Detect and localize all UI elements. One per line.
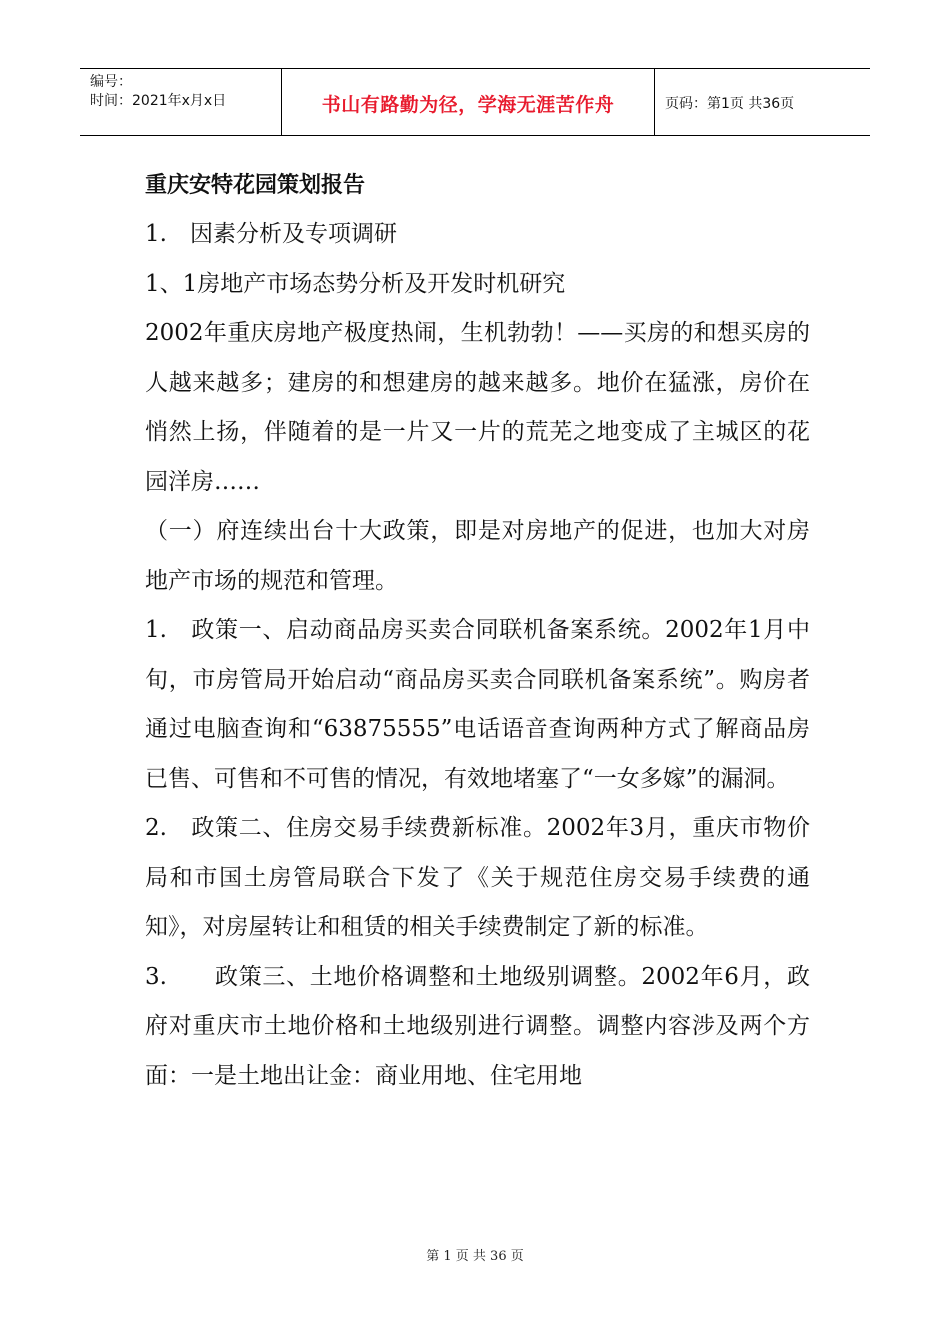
document-title: 重庆安特花园策划报告 (145, 172, 366, 198)
section-heading: 1. 因素分析及专项调研 (145, 221, 397, 247)
body-paragraph: 2002年重庆房地产极度热闹，生机勃勃！——买房的和想买房的人越来越多；建房的和想建房的越来越多。地价在猛涨，房价在悄然上扬，伴随着的是一片又一片的荒芜之地变成了主城区的花园洋房…… (145, 320, 810, 495)
header-meta (80, 69, 282, 135)
document-body (145, 160, 810, 1101)
policy-item: 3. 政策三、土地价格调整和土地级别调整。2002年6月，政府对重庆市土地价格和土地级别进行调整。调整内容涉及两个方面：一是土地出让金：商业用地、住宅用地 (145, 963, 810, 1089)
document-number-label: 编号： (90, 74, 132, 90)
document-time-label: 时间：2021年x月x日 (90, 93, 227, 109)
page-footer: 第 1 页 共 36 页 (426, 1249, 524, 1264)
policy-item: 2. 政策二、住房交易手续费新标准。2002年3月，重庆市物价局和市国土房管局联合下发了《关于规范住房交易手续费的通知》，对房屋转让和租赁的相关手续费制定了新的标准。 (145, 815, 810, 940)
header-page-info: 页码：第1页 共36页 (665, 96, 795, 112)
header-motto: 书山有路勤为径，学海无涯苦作舟 (282, 69, 655, 135)
policy-item: 1. 政策一、启动商品房买卖合同联机备案系统。2002年1月中旬，市房管局开始启动“商品房买卖合同联机备案系统”。购房者通过电脑查询和“63875555”电话语音查询两种方式了解商品房已售、可售和不可售的情况，有效地堵塞了“一女多嫁”的漏洞。 (145, 617, 810, 792)
body-paragraph: （一）府连续出台十大政策，即是对房地产的促进，也加大对房地产市场的规范和管理。 (145, 518, 810, 594)
subsection-heading: 1、1房地产市场态势分析及开发时机研究 (145, 270, 566, 297)
page-header (80, 68, 870, 136)
